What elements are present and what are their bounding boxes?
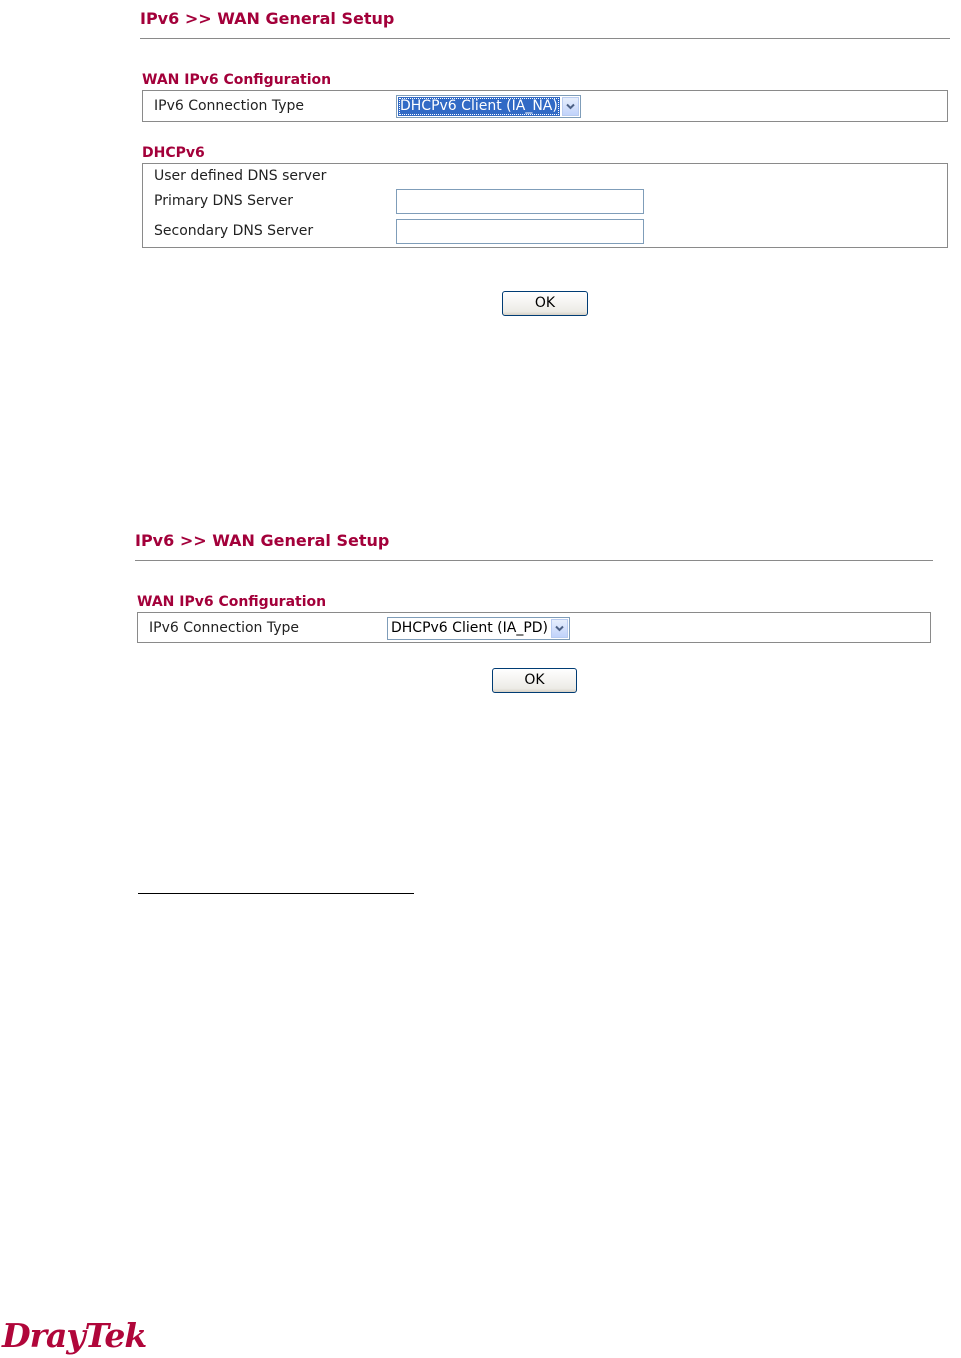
wan-ipv6-config-title: WAN IPv6 Configuration: [142, 72, 332, 88]
chevron-down-icon[interactable]: [562, 97, 579, 116]
title-divider: [140, 38, 950, 39]
primary-dns-input[interactable]: [396, 189, 644, 214]
page-title: IPv6 >> WAN General Setup: [140, 9, 395, 28]
dhcpv6-box: [142, 163, 948, 248]
connection-type-value: DHCPv6 Client (IA_NA): [398, 97, 560, 116]
ok-button[interactable]: OK: [492, 668, 577, 693]
title-divider: [135, 560, 933, 561]
connection-type-select[interactable]: [387, 617, 570, 640]
ok-button[interactable]: OK: [502, 291, 588, 316]
chevron-down-icon[interactable]: [551, 619, 568, 638]
connection-type-value: DHCPv6 Client (IA_PD): [391, 620, 549, 636]
user-dns-label: User defined DNS server: [154, 168, 327, 184]
primary-dns-label: Primary DNS Server: [154, 193, 294, 209]
wan-ipv6-config-box: [137, 612, 931, 643]
connection-type-select[interactable]: [396, 95, 581, 118]
secondary-dns-label: Secondary DNS Server: [154, 223, 314, 239]
page-title: IPv6 >> WAN General Setup: [135, 531, 390, 550]
wan-ipv6-config-box: [142, 90, 948, 122]
draytek-logo: DrayTek: [2, 1316, 147, 1355]
connection-type-label: IPv6 Connection Type: [154, 98, 305, 114]
dhcpv6-section-title: DHCPv6: [142, 145, 205, 161]
connection-type-label: IPv6 Connection Type: [149, 620, 300, 636]
footnote-divider: [138, 893, 414, 894]
secondary-dns-input[interactable]: [396, 219, 644, 244]
wan-ipv6-config-title: WAN IPv6 Configuration: [137, 594, 327, 610]
